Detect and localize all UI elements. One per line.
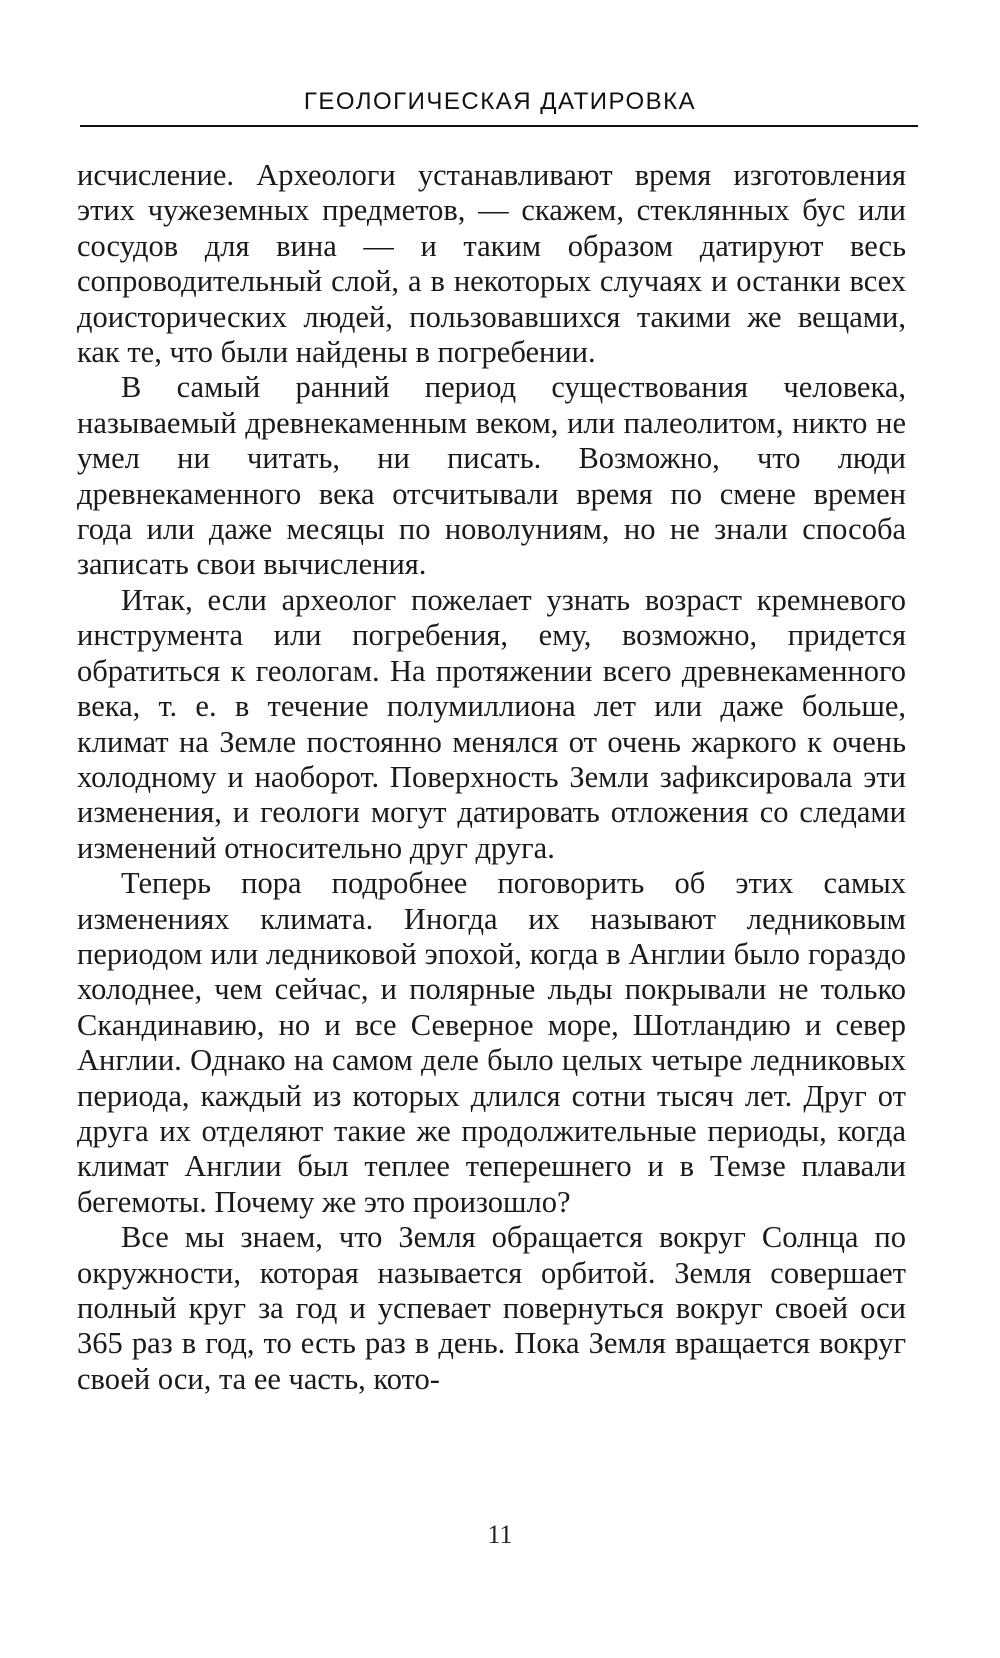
- running-head-title: ГЕОЛОГИЧЕСКАЯ ДАТИРОВКА: [303, 88, 697, 115]
- header-rule: [80, 125, 918, 127]
- paragraph: Итак, если археолог пожелает узнать возраст кремневого инструмента или погребения, ему, возможно, придется обратиться к геологам. На протяжении всего древнекаменного века, т. е. в течение полумиллиона лет или даже больше, климат на Земле постоянно менялся от очень жаркого к очень холодному и наоборот. Поверхность Земли зафиксировала эти изменения, и геологи могут датировать отложения со следами изменений относительно друг друга.: [77, 582, 906, 865]
- page-number: 11: [487, 1520, 513, 1549]
- body-text: [77, 158, 906, 1397]
- paragraph: В самый ранний период существования человека, называемый древнекаменным веком, или палеолитом, никто не умел ни читать, ни писать. Возможно, что люди древнекаменного века отсчитывали время по смене времен года или даже месяцы по новолуниям, но не знали способа записать свои вычисления.: [77, 370, 906, 582]
- paragraph: Все мы знаем, что Земля обращается вокруг Солнца по окружности, которая называется орбитой. Земля совершает полный круг за год и успевает повернуться вокруг своей оси 365 раз в год, то есть раз в день. Пока Земля вращается вокруг своей оси, та ее часть, кото-: [77, 1220, 906, 1396]
- paragraph: Теперь пора подробнее поговорить об этих самых изменениях климата. Иногда их называют ледниковым периодом или ледниковой эпохой, когда в Англии было гораздо холоднее, чем сейчас, и полярные льды покрывали не только Скандинавию, но и все Северное море, Шотландию и север Англии. Однако на самом деле было целых четыре ледниковых периода, каждый из которых длился сотни тысяч лет. Друг от друга их отделяют такие же продолжительные периоды, когда климат Англии был теплее теперешнего и в Темзе плавали бегемоты. Почему же это произошло?: [77, 866, 906, 1219]
- paragraph: исчисление. Археологи устанавливают время изготовления этих чужеземных предметов, — скажем, стеклянных бус или сосудов для вина — и таким образом датируют весь сопроводительный слой, а в некоторых случаях и останки всех доисторических людей, пользовавшихся такими же вещами, как те, что были найдены в погребении.: [77, 158, 906, 370]
